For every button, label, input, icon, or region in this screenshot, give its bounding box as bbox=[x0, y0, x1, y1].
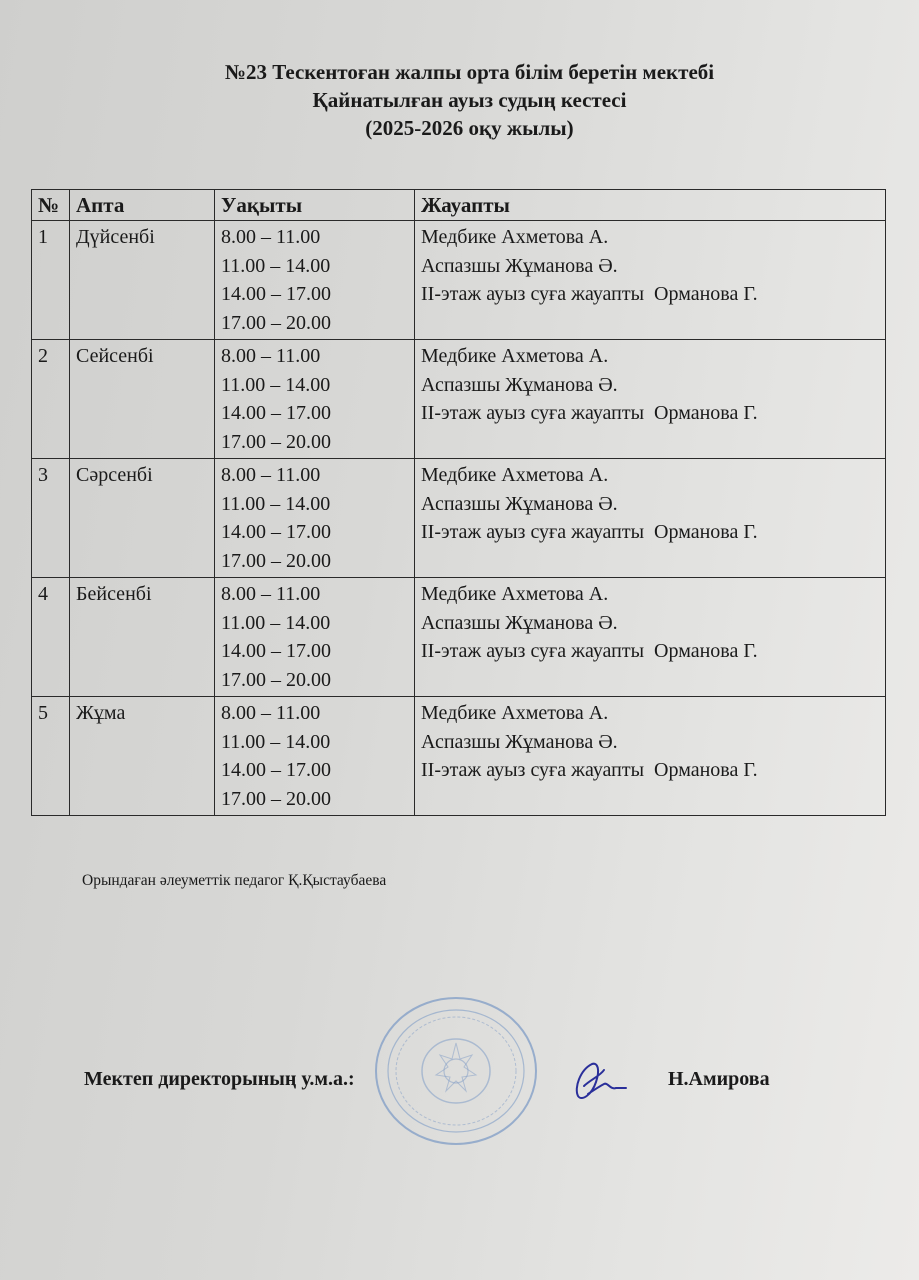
schedule-title: Қайнатылған ауыз судың кестесі bbox=[312, 88, 627, 112]
time-slot: 17.00 – 20.00 bbox=[221, 668, 331, 691]
table-row bbox=[32, 697, 886, 816]
responsible-person: Медбике Ахметова А. bbox=[421, 702, 609, 724]
time-slot: 8.00 – 11.00 bbox=[221, 702, 321, 724]
director-signature-row bbox=[84, 1066, 844, 1106]
day-name: Дүйсенбі bbox=[70, 221, 215, 340]
responsible-person: Медбике Ахметова А. bbox=[421, 345, 609, 367]
time-slot: 17.00 – 20.00 bbox=[221, 787, 331, 810]
time-slot: 11.00 – 14.00 bbox=[221, 492, 331, 515]
time-slots bbox=[215, 340, 415, 459]
row-number: 5 bbox=[32, 697, 70, 816]
signature-icon bbox=[570, 1056, 630, 1104]
time-slot: 14.00 – 17.00 bbox=[221, 283, 331, 305]
time-slot: 8.00 – 11.00 bbox=[221, 345, 321, 367]
time-slots bbox=[215, 221, 415, 340]
row-number: 3 bbox=[32, 459, 70, 578]
day-name: Бейсенбі bbox=[70, 578, 215, 697]
day-name: Сәрсенбі bbox=[70, 459, 215, 578]
responsible-person: Аспазшы Жұманова Ә. bbox=[421, 611, 618, 634]
column-header-week: Апта bbox=[70, 190, 215, 221]
table-row bbox=[32, 459, 886, 578]
time-slot: 11.00 – 14.00 bbox=[221, 730, 331, 753]
responsible-person: II-этаж ауыз суға жауапты Орманова Г. bbox=[421, 402, 758, 424]
day-name: Жұма bbox=[70, 697, 215, 816]
time-slot: 17.00 – 20.00 bbox=[221, 430, 331, 453]
document-header bbox=[0, 58, 919, 142]
table-header-row bbox=[32, 190, 886, 221]
time-slot: 17.00 – 20.00 bbox=[221, 311, 331, 334]
responsible-person: Аспазшы Жұманова Ә. bbox=[421, 373, 618, 396]
table-row bbox=[32, 578, 886, 697]
responsible-person: II-этаж ауыз суға жауапты Орманова Г. bbox=[421, 640, 758, 662]
responsible-person: Медбике Ахметова А. bbox=[421, 464, 609, 486]
column-header-number: № bbox=[32, 190, 70, 221]
row-number: 1 bbox=[32, 221, 70, 340]
responsible-person: Аспазшы Жұманова Ә. bbox=[421, 730, 618, 753]
director-label: Мектеп директорының у.м.а.: bbox=[84, 1068, 355, 1090]
responsible-person: II-этаж ауыз суға жауапты Орманова Г. bbox=[421, 521, 758, 543]
responsible-persons bbox=[415, 340, 886, 459]
responsible-persons bbox=[415, 221, 886, 340]
director-name: Н.Амирова bbox=[668, 1068, 770, 1090]
day-name: Сейсенбі bbox=[70, 340, 215, 459]
responsible-person: Медбике Ахметова А. bbox=[421, 226, 609, 248]
time-slot: 11.00 – 14.00 bbox=[221, 254, 331, 277]
responsible-person: Медбике Ахметова А. bbox=[421, 583, 609, 605]
time-slot: 14.00 – 17.00 bbox=[221, 759, 331, 781]
time-slot: 14.00 – 17.00 bbox=[221, 402, 331, 424]
column-header-time: Уақыты bbox=[215, 190, 415, 221]
time-slots bbox=[215, 459, 415, 578]
row-number: 4 bbox=[32, 578, 70, 697]
schedule-table bbox=[31, 189, 886, 816]
table-row bbox=[32, 221, 886, 340]
time-slot: 14.00 – 17.00 bbox=[221, 640, 331, 662]
responsible-persons bbox=[415, 697, 886, 816]
academic-year: (2025-2026 оқу жылы) bbox=[365, 116, 574, 140]
time-slot: 17.00 – 20.00 bbox=[221, 549, 331, 572]
time-slot: 8.00 – 11.00 bbox=[221, 464, 321, 486]
time-slot: 8.00 – 11.00 bbox=[221, 583, 321, 605]
prepared-by-note: Орындаған әлеуметтік педагог Қ.Қыстаубаева bbox=[82, 872, 387, 889]
responsible-persons bbox=[415, 578, 886, 697]
responsible-persons bbox=[415, 459, 886, 578]
time-slot: 14.00 – 17.00 bbox=[221, 521, 331, 543]
column-header-responsible: Жауапты bbox=[415, 190, 886, 221]
table-row bbox=[32, 340, 886, 459]
responsible-person: Аспазшы Жұманова Ә. bbox=[421, 254, 618, 277]
school-title: №23 Тескентоған жалпы орта білім беретін мектебі bbox=[224, 60, 715, 84]
time-slot: 11.00 – 14.00 bbox=[221, 611, 331, 634]
responsible-person: II-этаж ауыз суға жауапты Орманова Г. bbox=[421, 759, 758, 781]
time-slot: 11.00 – 14.00 bbox=[221, 373, 331, 396]
time-slots bbox=[215, 697, 415, 816]
responsible-person: Аспазшы Жұманова Ә. bbox=[421, 492, 618, 515]
time-slot: 8.00 – 11.00 bbox=[221, 226, 321, 248]
time-slots bbox=[215, 578, 415, 697]
row-number: 2 bbox=[32, 340, 70, 459]
responsible-person: II-этаж ауыз суға жауапты Орманова Г. bbox=[421, 283, 758, 305]
